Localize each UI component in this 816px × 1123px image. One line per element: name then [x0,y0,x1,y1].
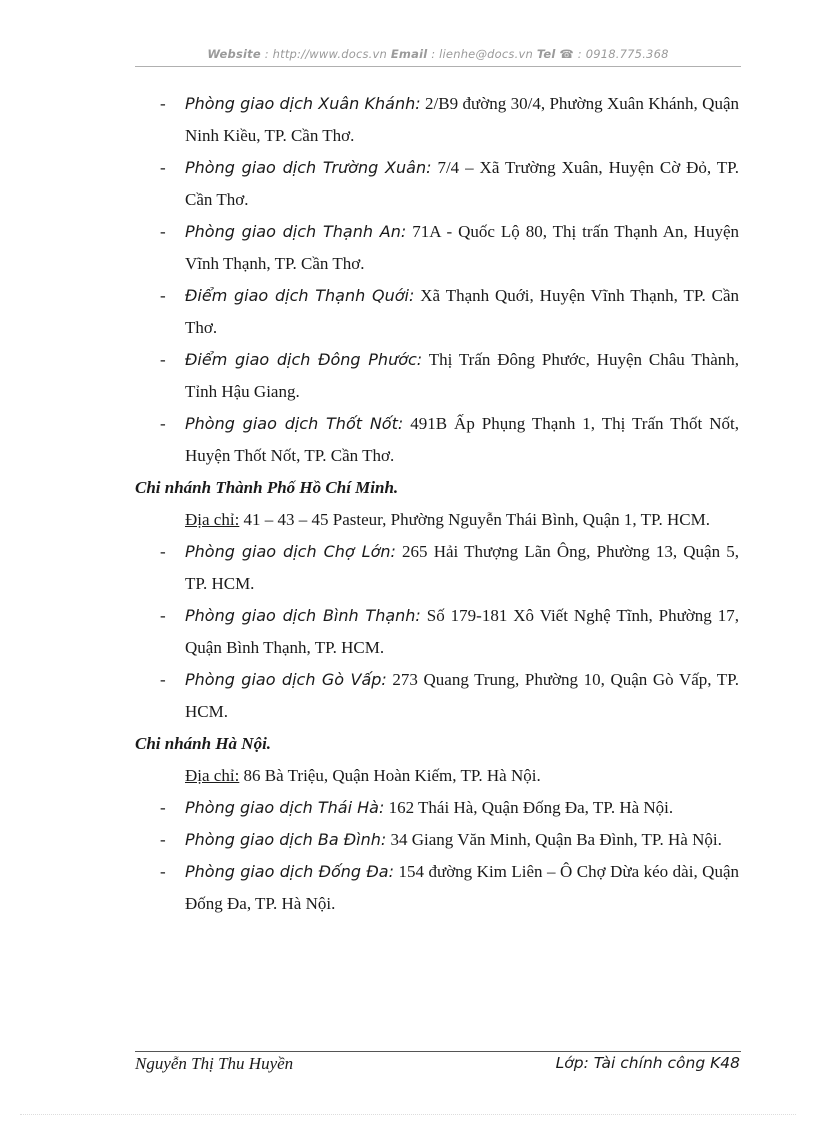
branch-address: 491B Ấp Phụng Thạnh 1, Thị Trấn Thốt Nốt, Huyện Thốt Nốt, TP. Cần Thơ. [185,414,739,465]
bullet-dash: - [160,94,166,113]
branch-address: 71A - Quốc Lộ 80, Thị trấn Thạnh An, Huyện Vĩnh Thạnh, TP. Cần Thơ. [185,222,739,273]
list-item [135,88,739,152]
page-bottom-border [20,1114,796,1115]
branch-label: Phòng giao dịch Ba Đình: [185,830,387,849]
list-item [135,792,739,824]
branch-label: Điểm giao dịch Đông Phước: [185,350,423,369]
list-item [135,280,739,344]
footer-author: Nguyễn Thị Thu Huyền [135,1054,294,1073]
footer-divider [135,1051,741,1052]
branch-address: 265 Hải Thượng Lãn Ông, Phường 13, Quận 5, TP. HCM. [185,542,739,593]
branch-label: Phòng giao dịch Trường Xuân: [185,158,432,177]
list-item [135,408,739,472]
tel-label: Tel [536,47,556,61]
branch-label: Phòng giao dịch Chợ Lớn: [185,542,396,561]
bullet-dash: - [160,414,166,433]
bullet-dash: - [160,350,166,369]
list-item [135,152,739,216]
bullet-dash: - [160,670,166,689]
list-item [135,344,739,408]
bullet-dash: - [160,542,166,561]
branch-label: Phòng giao dịch Gò Vấp: [185,670,387,689]
list-item [135,216,739,280]
branch-label: Phòng giao dịch Thái Hà: [185,798,385,817]
list-item [135,824,739,856]
branch-label: Phòng giao dịch Thạnh An: [185,222,407,241]
website-value: : http://www.docs.vn [260,47,391,61]
section-heading-hcm: Chi nhánh Thành Phố Hồ Chí Minh. [135,478,399,497]
footer-class: Lớp: Tài chính công K48 [555,1054,740,1072]
branch-label: Phòng giao dịch Xuân Khánh: [185,94,421,113]
page-header [135,47,741,61]
branch-address: 162 Thái Hà, Quận Đống Đa, TP. Hà Nội. [384,798,674,817]
list-item [135,664,739,728]
bullet-dash: - [160,798,166,817]
bullet-dash: - [160,158,166,177]
email-label: Email [390,47,428,61]
bullet-dash: - [160,222,166,241]
branch-label: Phòng giao dịch Thốt Nốt: [185,414,404,433]
address-label: Địa chỉ: [185,766,240,785]
bullet-dash: - [160,286,166,305]
branch-label: Phòng giao dịch Bình Thạnh: [185,606,421,625]
branch-address: 7/4 – Xã Trường Xuân, Huyện Cờ Đỏ, TP. Cần Thơ. [185,158,739,209]
section-heading-hanoi: Chi nhánh Hà Nội. [135,734,272,753]
branch-label: Điểm giao dịch Thạnh Quới: [185,286,415,305]
email-value: : lienhe@docs.vn [427,47,537,61]
address-text: 86 Bà Triệu, Quận Hoàn Kiếm, TP. Hà Nội. [239,766,541,785]
branch-address: Thị Trấn Đông Phước, Huyện Châu Thành, Tỉnh Hậu Giang. [185,350,739,401]
branch-address: 34 Giang Văn Minh, Quận Ba Đình, TP. Hà Nội. [386,830,722,849]
address-text: 41 – 43 – 45 Pasteur, Phường Nguyễn Thái Bình, Quận 1, TP. HCM. [239,510,711,529]
branch-address: Số 179-181 Xô Viết Nghệ Tĩnh, Phường 17, Quận Bình Thạnh, TP. HCM. [185,606,739,657]
list-item [135,536,739,600]
address-hanoi [135,760,739,792]
address-hcm [135,504,739,536]
branch-address: Xã Thạnh Quới, Huyện Vĩnh Thạnh, TP. Cần Thơ. [185,286,739,337]
branch-address: 273 Quang Trung, Phường 10, Quận Gò Vấp, TP. HCM. [185,670,740,721]
branch-label: Phòng giao dịch Đống Đa: [185,862,394,881]
list-item [135,600,739,664]
list-item [135,856,739,920]
branch-address: 154 đường Kim Liên – Ô Chợ Dừa kéo dài, Quận Đống Đa, TP. Hà Nội. [185,862,740,913]
address-label: Địa chỉ: [185,510,240,529]
header-divider [135,66,741,67]
bullet-dash: - [160,830,166,849]
branch-address: 2/B9 đường 30/4, Phường Xuân Khánh, Quận Ninh Kiều, TP. Cần Thơ. [185,94,740,145]
document-body [135,88,739,920]
phone-icon: ☎ [559,47,574,61]
website-label: Website [207,47,261,61]
tel-value: : 0918.775.368 [573,47,669,61]
bullet-dash: - [160,606,166,625]
bullet-dash: - [160,862,166,881]
